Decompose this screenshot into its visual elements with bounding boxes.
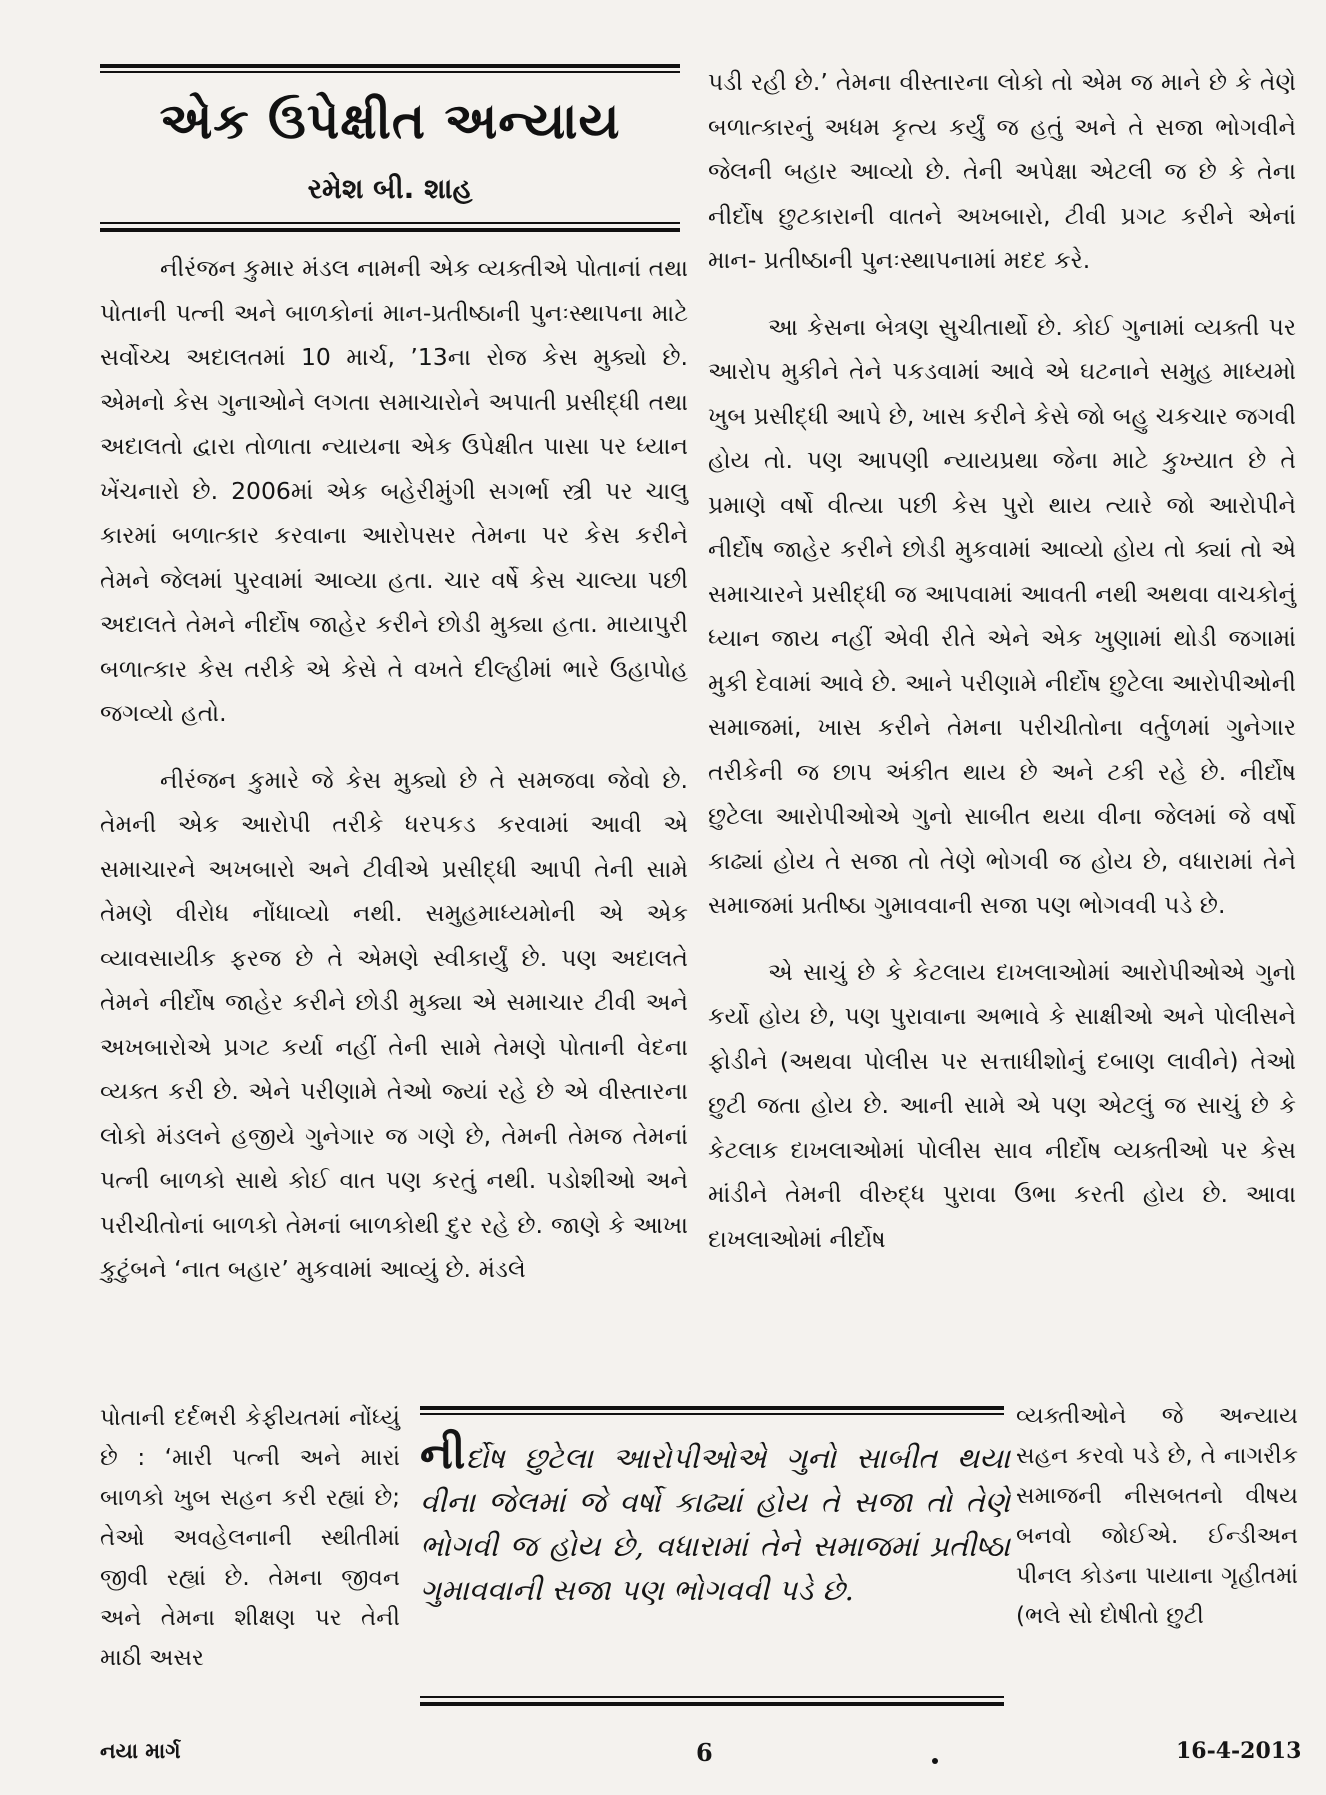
- right-paragraph-2: આ કેસના બેત્રણ સુચીતાર્થો છે. કોઈ ગુનામાં વ્યક્તી પર આરોપ મુકીને તેને પકડવામાં આવે એ ઘટનાને સમુહ માધ્યમો ખુબ પ્રસીદ્ધી આપે છે, ખાસ કરીને કેસે જો બહુ ચકચાર જગવી હોય તો. પણ આપણી ન્યાયપ્રથા જેના માટે કુખ્યાત છે તે પ્રમાણે વર્ષો વીત્યા પછી કેસ પુરો થાય ત્યારે જો આરોપીને નીર્દોષ જાહેર કરીને છોડી મુકવામાં આવ્યો હોય તો ક્યાં તો એ સમાચારને પ્રસીદ્ધી જ આપવામાં આવતી નથી અથવા વાચકોનું ધ્યાન જાય નહીં એવી રીતે એને એક ખુણામાં થોડી જગામાં મુકી દેવામાં આવે છે. આને પરીણામે નીર્દોષ છુટેલા આરોપીઓની સમાજમાં, ખાસ કરીને તેમના પરીચીતોના વર્તુળમાં ગુનેગાર તરીકેની જ છાપ અંકીત થાય છે અને ટકી રહે છે. નીર્દોષ છુટેલા આરોપીઓએ ગુનો સાબીત થયા વીના જેલમાં જે વર્ષો કાઢ્યાં હોય તે સજા તો તેણે ભોગવી જ હોય છે, વધારામાં તેને સમાજમાં પ્રતીષ્ઠા ગુમાવવાની સજા પણ ભોગવવી પડે છે.: [708, 312, 1296, 919]
- footer-page-number: 6: [696, 1738, 713, 1767]
- right-column: [708, 60, 1296, 1261]
- left-column: [100, 246, 688, 1292]
- article-byline: રમેશ બી. શાહ: [307, 172, 473, 205]
- left-paragraph-2: નીરંજન કુમારે જે કેસ મુક્યો છે તે સમજવા જેવો છે. તેમની એક આરોપી તરીકે ધરપકડ કરવામાં આવી એ સમાચારને અખબારો અને ટીવીએ પ્રસીદ્ધી આપી તેની સામે તેમણે વીરોધ નોંધાવ્યો નથી. સમુહમાધ્યમોની એ એક વ્યાવસાયીક ફરજ છે તે એમણે સ્વીકાર્યું છે. પણ અદાલતે તેમને નીર્દોષ જાહેર કરીને છોડી મુક્યા એ સમાચાર ટીવી અને અખબારોએ પ્રગટ કર્યા નહીં તેની સામે તેમણે પોતાની વેદના વ્યક્ત કરી છે. એને પરીણામે તેઓ જ્યાં રહે છે એ વીસ્તારના લોકો મંડલને હજીયે ગુનેગાર જ ગણે છે, તેમની તેમજ તેમનાં પત્ની બાળકો સાથે કોઈ વાત પણ કરતું નથી. પડોશીઓ અને પરીચીતોનાં બાળકો તેમનાં બાળકોથી દુર રહે છે. જાણે કે આખા કુટુંબને ‘નાત બહાર’ મુકવામાં આવ્યું છે. મંડલે: [100, 765, 688, 1283]
- pullquote-top-rule-thin: [420, 1413, 1004, 1415]
- right-column-continuation: વ્યક્તીઓને જે અન્યાય સહન કરવો પડે છે, તે નાગરીક સમાજની નીસબતનો વીષય બનવો જોઈએ. ઈન્ડીઅન પીનલ કોડના પાયાના ગૃહીતમાં (ભલે સો દોષીતો છુટી: [1016, 1403, 1298, 1629]
- pull-quote: [420, 1428, 1010, 1612]
- article-title: એક ઉપેક્ષીત અન્યાય: [159, 92, 621, 150]
- pullquote-bottom-rule: [420, 1702, 1004, 1706]
- title-top-rule: [100, 64, 680, 68]
- footer-date: 16-4-2013: [1176, 1738, 1302, 1764]
- right-paragraph-1: પડી રહી છે.’ તેમના વીસ્તારના લોકો તો એમ જ માને છે કે તેણે બળાત્કારનું અધમ કૃત્ય કર્યું જ હતું અને તે સજા ભોગવીને જેલની બહાર આવ્યો છે. તેની અપેક્ષા એટલી જ છે કે તેના નીર્દોષ છુટકારાની વાતને અખબારો, ટીવી પ્રગટ કરીને એનાં માન- પ્રતીષ્ઠાની પુનઃસ્થાપનામાં મદદ કરે.: [708, 68, 1296, 274]
- byline-bottom-rule: [100, 228, 680, 232]
- title-top-rule-thin: [100, 71, 680, 73]
- pull-quote-dropcap: ની: [420, 1428, 466, 1479]
- pull-quote-text: ર્દોષ છુટેલા આરોપીઓએ ગુનો સાબીત થયા વીના જેલમાં જે વર્ષો કાઢ્યાં હોય તે સજા તો તેણે ભોગવી જ હોય છે, વધારામાં તેને સમાજમાં પ્રતીષ્ઠા ગુમાવવાની સજા પણ ભોગવવી પડે છે.: [420, 1441, 1010, 1607]
- right-paragraph-3: એ સાચું છે કે કેટલાય દાખલાઓમાં આરોપીઓએ ગુનો કર્યો હોય છે, પણ પુરાવાના અભાવે કે સાક્ષીઓ અને પોલીસને ફોડીને (અથવા પોલીસ પર સત્તાધીશોનું દબાણ લાવીને) તેઓ છુટી જતા હોય છે. આની સામે એ પણ એટલું જ સાચું છે કે કેટલાક દાખલાઓમાં પોલીસ સાવ નીર્દોષ વ્યક્તીઓ પર કેસ માંડીને તેમની વીરુદ્ધ પુરાવા ઉભા કરતી હોય છે. આવા દાખલાઓમાં નીર્દોષ: [708, 957, 1296, 1253]
- footer-publication: નયા માર્ગ: [100, 1738, 181, 1763]
- byline-bottom-rule-thin: [100, 222, 680, 224]
- left-column-continuation: પોતાની દર્દભરી કેફીયતમાં નોંધ્યું છે : ‘મારી પત્ની અને મારાં બાળકો ખુબ સહન કરી રહ્યાં છે; તેઓ અવહેલનાની સ્થીતીમાં જીવી રહ્યાં છે. તેમના જીવન અને તેમના શીક્ષણ પર તેની માઠી અસર: [100, 1405, 400, 1671]
- pullquote-top-rule: [420, 1406, 1004, 1410]
- left-paragraph-1: નીરંજન કુમાર મંડલ નામની એક વ્યક્તીએ પોતાનાં તથા પોતાની પત્ની અને બાળકોનાં માન-પ્રતીષ્ઠાની પુનઃસ્થાપના માટે સર્વોચ્ચ અદાલતમાં 10 માર્ચ, ’13ના રોજ કેસ મુક્યો છે. એમનો કેસ ગુનાઓને લગતા સમાચારોને અપાતી પ્રસીદ્ધી તથા અદાલતો દ્વારા તોળાતા ન્યાયના એક ઉપેક્ષીત પાસા પર ધ્યાન ખેંચનારો છે. 2006માં એક બહેરીમુંગી સગર્ભા સ્ત્રી પર ચાલુ કારમાં બળાત્કાર કરવાના આરોપસર તેમના પર કેસ કરીને તેમને જેલમાં પુરવામાં આવ્યા હતા. ચાર વર્ષે કેસ ચાલ્યા પછી અદાલતે તેમને નીર્દોષ જાહેર કરીને છોડી મુક્યા હતા. માયાપુરી બળાત્કાર કેસ તરીકે એ કેસે તે વખતે દીલ્હીમાં ભારે ઉહાપોહ જગવ્યો હતો.: [100, 254, 688, 727]
- pullquote-bottom-rule-thin: [420, 1696, 1004, 1698]
- footer-dot: [932, 1758, 938, 1764]
